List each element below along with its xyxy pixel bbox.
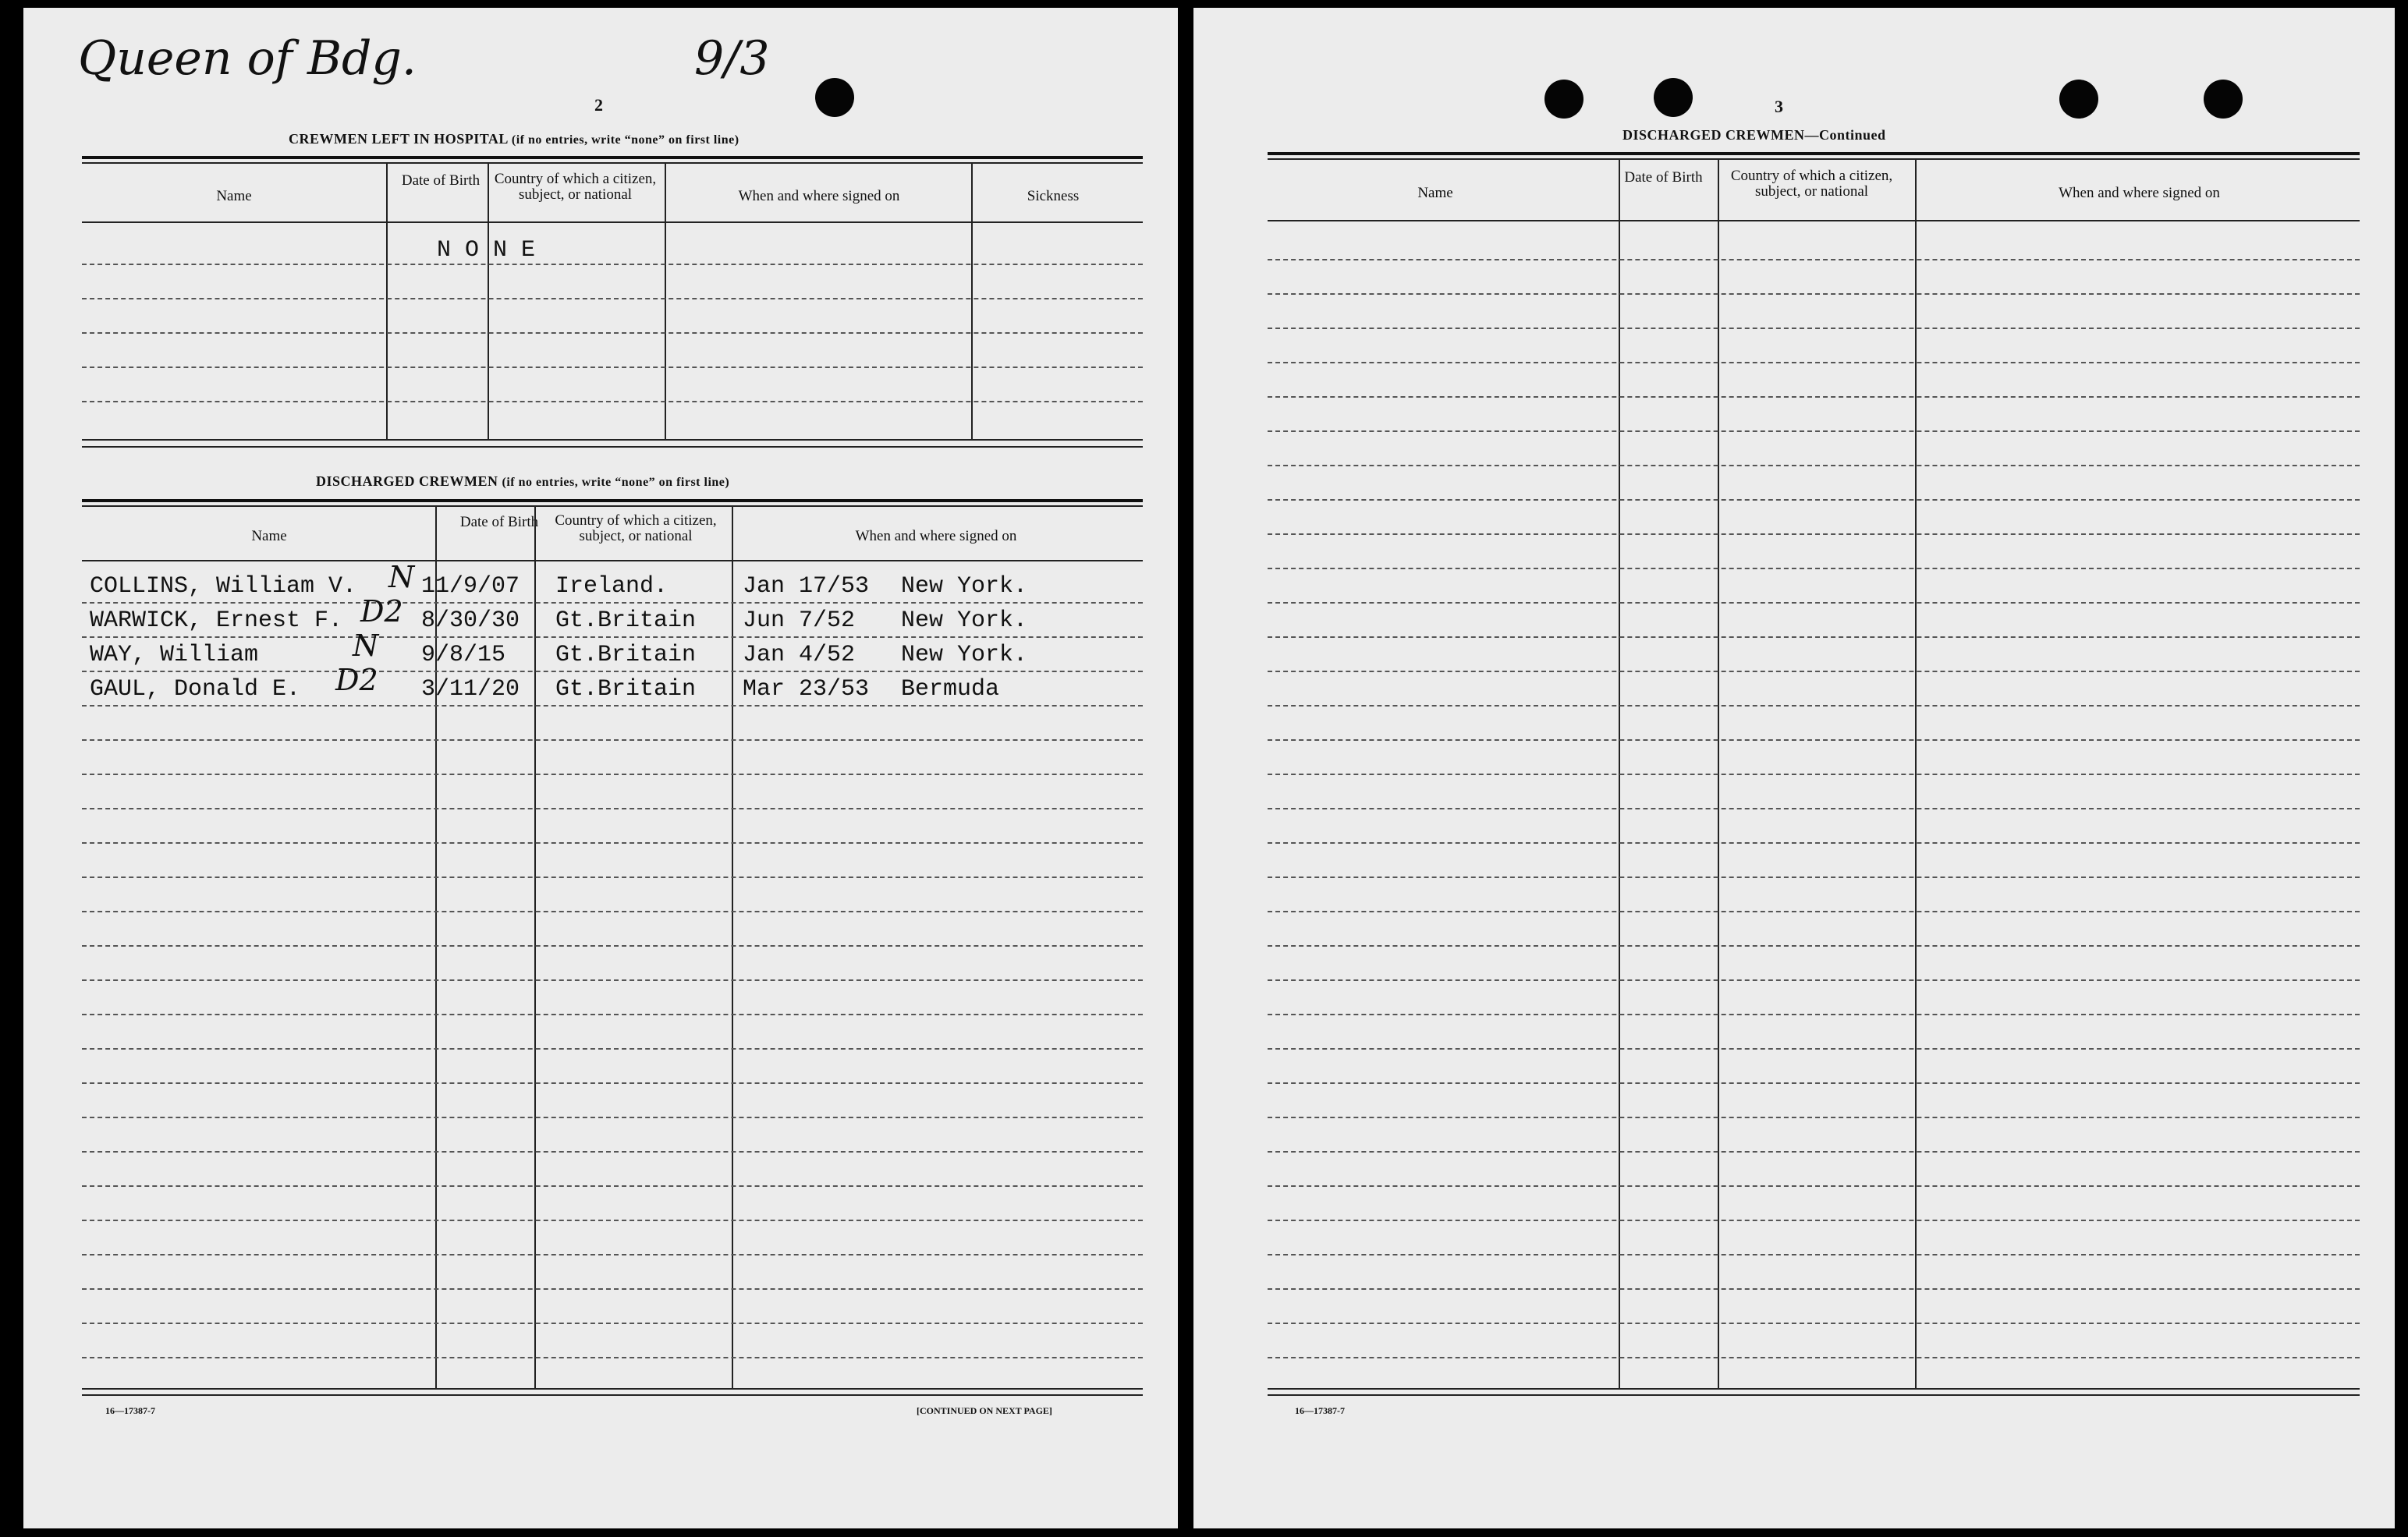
crew-country: Gt.Britain <box>555 642 697 668</box>
entry-line <box>1268 568 2360 569</box>
entry-line <box>1268 636 2360 638</box>
entry-line <box>1268 1014 2360 1015</box>
entry-line <box>82 1220 1143 1221</box>
entry-line <box>82 1082 1143 1084</box>
handwritten-number-annotation: 9/3 <box>694 31 770 86</box>
rule <box>82 162 1143 164</box>
entry-line <box>1268 362 2360 363</box>
crew-country: Gt.Britain <box>555 607 697 634</box>
entry-line <box>82 808 1143 809</box>
entry-line <box>82 671 1143 672</box>
rule <box>1268 158 2360 160</box>
punch-hole <box>2204 80 2243 119</box>
hospital-entry-none: N O N E <box>437 237 536 264</box>
crew-name: GAUL, Donald E. <box>90 676 301 703</box>
rule <box>1268 1388 2360 1390</box>
entry-line <box>82 705 1143 707</box>
hospital-header-signed-on: When and where signed on <box>738 188 900 204</box>
handwritten-ship-annotation: Queen of Bdg. <box>78 31 417 86</box>
entry-line <box>1268 739 2360 741</box>
crew-name: WARWICK, Ernest F. <box>90 607 343 634</box>
rule <box>82 1388 1143 1390</box>
entry-line <box>1268 877 2360 878</box>
entry-line <box>82 1014 1143 1015</box>
entry-line <box>82 1117 1143 1118</box>
entry-line <box>82 911 1143 912</box>
entry-line <box>1268 602 2360 604</box>
entry-line <box>82 636 1143 638</box>
entry-line <box>82 1254 1143 1255</box>
punch-hole <box>815 78 854 117</box>
rule <box>82 499 1143 502</box>
handwritten-mark: N <box>353 629 379 663</box>
entry-line <box>82 298 1143 299</box>
crew-signed-place: New York. <box>901 607 1028 634</box>
entry-line <box>1268 842 2360 844</box>
handwritten-mark: D2 <box>335 663 378 697</box>
entry-line <box>82 1048 1143 1050</box>
column-divider <box>665 162 666 439</box>
hospital-header-sickness: Sickness <box>1027 188 1080 204</box>
rule <box>1268 220 2360 221</box>
entry-line <box>1268 1082 2360 1084</box>
entry-line <box>1268 1288 2360 1290</box>
page-number: 3 <box>1775 97 1783 116</box>
entry-line <box>82 602 1143 604</box>
crew-country: Ireland. <box>555 573 668 600</box>
entry-line <box>82 842 1143 844</box>
continued-note: [CONTINUED ON NEXT PAGE] <box>917 1405 1052 1416</box>
crew-dob: 3/11/20 <box>421 676 520 703</box>
entry-line <box>82 979 1143 981</box>
rule <box>82 156 1143 159</box>
entry-line <box>1268 671 2360 672</box>
column-divider <box>386 162 388 439</box>
crew-name: COLLINS, William V. <box>90 573 357 600</box>
discharged-header-name: Name <box>251 528 287 544</box>
entry-line <box>1268 259 2360 260</box>
crew-dob: 11/9/07 <box>421 573 520 600</box>
form-number: 16—17387-7 <box>105 1405 155 1416</box>
column-divider <box>971 162 973 439</box>
entry-line <box>1268 1323 2360 1324</box>
entry-line <box>82 739 1143 741</box>
rule <box>1268 152 2360 155</box>
continued-header-signed-on: When and where signed on <box>2059 185 2220 201</box>
entry-line <box>1268 1254 2360 1255</box>
hospital-header-name: Name <box>216 188 252 204</box>
entry-line <box>1268 1185 2360 1187</box>
crew-dob: 8/30/30 <box>421 607 520 634</box>
entry-line <box>1268 328 2360 329</box>
entry-line <box>82 774 1143 775</box>
crew-signed-date: Jan 4/52 <box>743 642 856 668</box>
entry-line <box>1268 430 2360 432</box>
entry-line <box>82 1288 1143 1290</box>
punch-hole <box>1654 78 1693 117</box>
continued-header-dob: Date of Birth <box>1624 169 1703 186</box>
punch-hole <box>2059 80 2098 119</box>
continued-section-title: DISCHARGED CREWMEN—Continued <box>1622 127 1886 143</box>
hospital-section-title: CREWMEN LEFT IN HOSPITAL (if no entries, write “none” on first line) <box>289 131 739 147</box>
entry-line <box>1268 293 2360 295</box>
entry-line <box>1268 533 2360 535</box>
entry-line <box>1268 1151 2360 1153</box>
crew-dob: 9/8/15 <box>421 642 506 668</box>
entry-line <box>1268 1220 2360 1221</box>
crew-signed-date: Jan 17/53 <box>743 573 870 600</box>
right-page <box>1193 8 2395 1528</box>
crew-signed-date: Mar 23/53 <box>743 676 870 703</box>
hospital-header-country: Country of which a citizen, subject, or national <box>494 171 657 203</box>
crew-country: Gt.Britain <box>555 676 697 703</box>
left-page <box>23 8 1178 1528</box>
handwritten-mark: N <box>388 560 415 594</box>
entry-line <box>1268 499 2360 501</box>
entry-line <box>1268 1048 2360 1050</box>
continued-header-name: Name <box>1417 185 1453 201</box>
continued-header-country: Country of which a citizen, subject, or national <box>1730 168 1893 200</box>
entry-line <box>82 1185 1143 1187</box>
crew-signed-place: Bermuda <box>901 676 1000 703</box>
discharged-section-title: DISCHARGED CREWMEN (if no entries, write “none” on first line) <box>316 473 730 489</box>
discharged-header-signed-on: When and where signed on <box>855 528 1017 544</box>
form-number: 16—17387-7 <box>1295 1405 1345 1416</box>
entry-line <box>1268 396 2360 398</box>
entry-line <box>1268 1117 2360 1118</box>
discharged-header-country: Country of which a citizen, subject, or national <box>555 512 717 544</box>
entry-line <box>1268 979 2360 981</box>
column-divider <box>488 162 489 439</box>
page-number: 2 <box>594 95 603 115</box>
crew-name: WAY, William <box>90 642 259 668</box>
rule <box>82 505 1143 507</box>
punch-hole <box>1544 80 1583 119</box>
entry-line <box>1268 911 2360 912</box>
entry-line <box>82 401 1143 402</box>
entry-line <box>82 877 1143 878</box>
entry-line <box>82 1357 1143 1358</box>
entry-line <box>82 367 1143 368</box>
handwritten-mark: D2 <box>360 594 403 629</box>
crew-signed-date: Jun 7/52 <box>743 607 856 634</box>
entry-line <box>1268 705 2360 707</box>
rule <box>82 560 1143 561</box>
rule <box>82 221 1143 223</box>
entry-line <box>1268 465 2360 466</box>
rule <box>82 446 1143 448</box>
entry-line <box>1268 1357 2360 1358</box>
entry-line <box>1268 774 2360 775</box>
entry-line <box>1268 945 2360 947</box>
entry-line <box>82 945 1143 947</box>
hospital-header-dob: Date of Birth <box>401 172 481 189</box>
rule <box>82 1394 1143 1396</box>
crew-signed-place: New York. <box>901 573 1028 600</box>
entry-line <box>82 1323 1143 1324</box>
rule <box>82 439 1143 441</box>
rule <box>1268 1394 2360 1396</box>
entry-line <box>1268 808 2360 809</box>
discharged-header-dob: Date of Birth <box>459 514 539 530</box>
entry-line <box>82 264 1143 265</box>
entry-line <box>82 332 1143 334</box>
crew-signed-place: New York. <box>901 642 1028 668</box>
entry-line <box>82 1151 1143 1153</box>
